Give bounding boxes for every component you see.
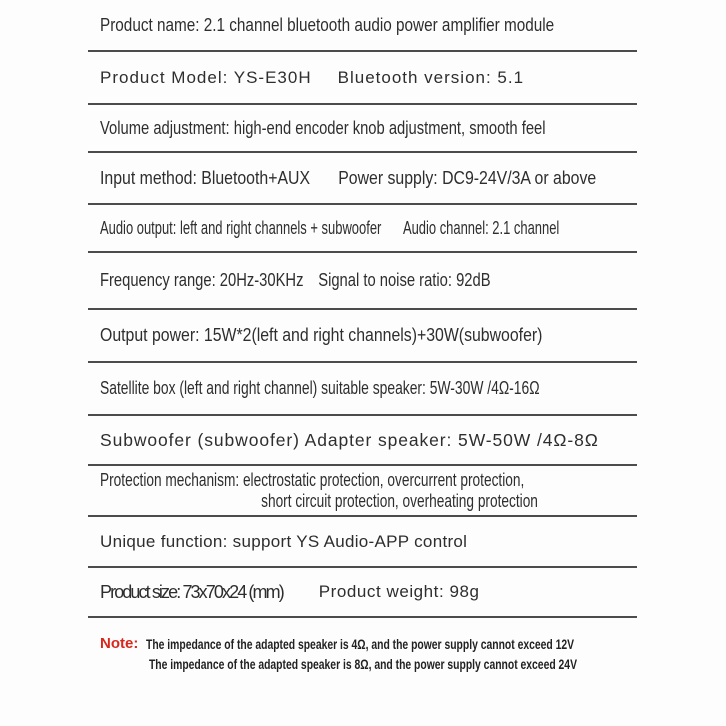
input-method-text: Input method: Bluetooth+AUX [100,167,311,188]
protection-line-1: Protection mechanism: electrostatic protection, overcurrent protection, [100,469,525,490]
product-size-text: Product size: 73x70x24 (mm) [100,581,283,602]
note-label: Note: [100,635,139,652]
spacer [283,592,319,593]
note-line-2: The impedance of the adapted speaker is 8Ω, and the power supply cannot exceed 24V [149,656,578,672]
spec-row-output-power [88,310,637,363]
spec-row-volume-adjustment [88,105,637,153]
spec-row-satellite-box [88,363,637,416]
spec-row-protection [88,466,637,517]
spacer [312,77,338,78]
spec-row-unique-function [88,517,637,568]
note-line-1: The impedance of the adapted speaker is 4Ω, and the power supply cannot exceed 12V [146,636,575,652]
product-model-text: Product Model: YS-E30H [100,67,312,87]
subwoofer-text: Subwoofer (subwoofer) Adapter speaker: 5W-50W /4Ω-8Ω [100,429,599,450]
bluetooth-version-text: Bluetooth version: 5.1 [337,67,525,87]
spec-row-model-bluetooth [88,52,637,105]
satellite-box-text: Satellite box (left and right channel) suitable speaker: 5W-30W /4Ω-16Ω [100,378,540,398]
product-name-text: Product name: 2.1 channel bluetooth audio power amplifier module [100,14,555,35]
output-power-text: Output power: 15W*2(left and right channels)+30W(subwoofer) [100,325,543,345]
unique-function-text: Unique function: support YS Audio-APP control [100,531,468,551]
spec-row-size-weight [88,568,637,618]
spec-row-input-power [88,153,637,205]
spec-row-product-name [88,0,637,52]
product-weight-text: Product weight: 98g [318,582,480,601]
spacer [381,233,403,234]
power-supply-text: Power supply: DC9-24V/3A or above [338,167,597,188]
spec-sheet [88,0,637,618]
signal-to-noise-text: Signal to noise ratio: 92dB [318,270,491,290]
protection-line-2: short circuit protection, overheating protection [261,490,538,511]
frequency-range-text: Frequency range: 20Hz-30KHz [100,270,304,290]
volume-adjustment-text: Volume adjustment: high-end encoder knob adjustment, smooth feel [100,117,546,138]
spec-row-audio-output-channel [88,205,637,253]
audio-output-text: Audio output: left and right channels + subwoofer [100,217,382,238]
spec-row-subwoofer [88,416,637,466]
spec-row-frequency-snr [88,253,637,310]
spacer [310,183,338,184]
note-block [100,634,726,674]
spacer [303,285,318,286]
audio-channel-text: Audio channel: 2.1 channel [402,217,560,238]
